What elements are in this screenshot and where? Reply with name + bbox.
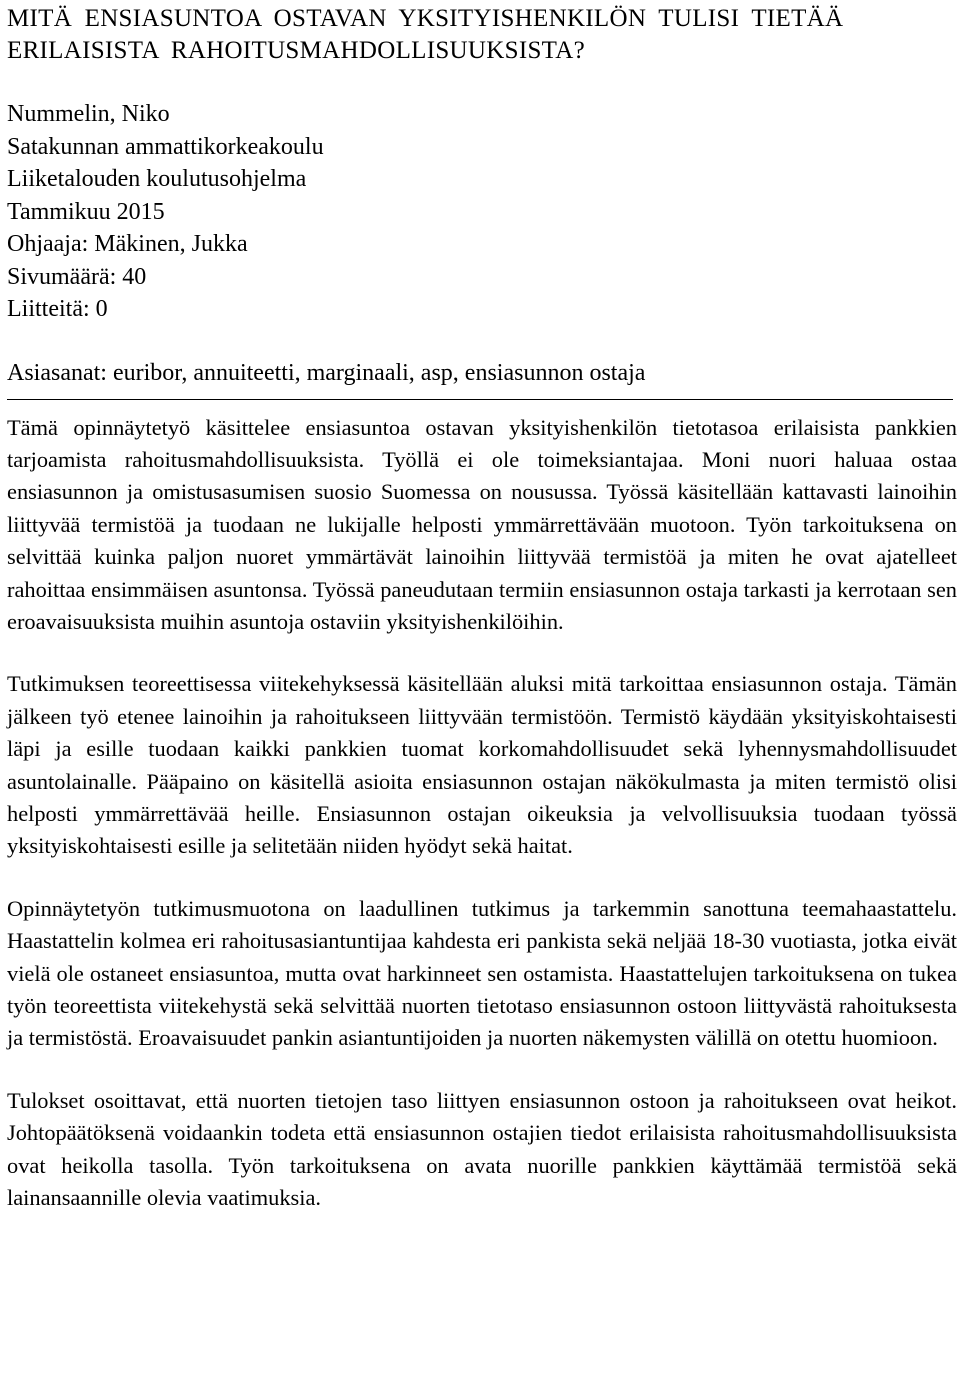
abstract-paragraph-3: Opinnäytetyön tutkimusmuotona on laadullinen tutkimus ja tarkemmin sanottuna teemahaastattelu. Haastattelin kolmea eri rahoitusasiantuntijaa kahdesta eri pankista sekä neljää 18-30 vuotiasta, jotka eivät vielä ole ostaneet ensiasuntoa, mutta ovat harkinneet sen ostamista. Haastattelujen tarkoituksena on tukea työn teoreettista viitekehystä sekä selvittää nuorten tietotaso ensiasunnon ostoon liittyvästä rahoituksesta ja termistöstä. Eroavaisuudet pankin asiantuntijoiden ja nuorten näkemysten välillä on otettu huomioon.	[7, 895, 957, 1051]
abstract-paragraph-1: Tämä opinnäytetyö käsittelee ensiasuntoa ostavan yksityishenkilön tietotasoa erilaisista pankkien tarjoamista rahoitusmahdollisuuksista. Työllä ei ole toimeksiantajaa. Moni nuori haluaa ostaa ensiasunnon ja omistusasumisen suosio Suomessa on nousussa. Työssä käsitellään kattavasti lainoihin liittyvää termistöä ja tuodaan ne lukijalle helposti ymmärrettävään muotoon. Työn tarkoituksena on selvittää kuinka paljon nuoret ymmärtävät lainoihin liittyvää termistöä ja miten he ovat ajatelleet rahoittaa ensimmäisen asuntonsa. Työssä paneudutaan termiin ensiasunnon ostaja tarkasti ja kerrotaan sen eroavaisuuksista muihin asuntoja ostaviin yksityishenkilöihin.	[7, 414, 957, 634]
publication-date: Tammikuu 2015	[7, 198, 165, 225]
appendix-count: Liitteitä: 0	[7, 296, 108, 322]
abstract-paragraph-2: Tutkimuksen teoreettisessa viitekehyksessä käsitellään aluksi mitä tarkoittaa ensiasunnon ostaja. Tämän jälkeen työ etenee lainoihin ja rahoitukseen liittyvään termistöön. Termistö käydään yksityiskohtaisesti läpi ja esille tuodaan kaikki pankkien tuomat korkomahdollisuudet sekä lyhennysmahdollisuudet asuntolainalle. Pääpaino on käsitellä asioita ensiasunnon ostajan näkökulmasta ja miten termistö olisi helposti ymmärrettävää heille. Ensiasunnon ostajan oikeuksia ja velvollisuuksia tuodaan työssä yksityiskohtaisesti esille ja selitetään niiden hyödyt sekä haitat.	[7, 671, 957, 859]
metadata-block	[7, 98, 957, 326]
abstract	[7, 412, 957, 1215]
keywords: Asiasanat: euribor, annuiteetti, marginaali, asp, ensiasunnon ostaja	[7, 359, 646, 386]
page-count: Sivumäärä: 40	[7, 263, 147, 290]
author-name: Nummelin, Niko	[7, 101, 170, 127]
document-page	[7, 0, 957, 1214]
document-title: MITÄ ENSIASUNTOA OSTAVAN YKSITYISHENKILÖN TULISI TIETÄÄ ERILAISISTA RAHOITUSMAHDOLLISUUKSISTA?	[7, 5, 844, 64]
degree-programme: Liiketalouden koulutusohjelma	[7, 166, 307, 192]
school-name: Satakunnan ammattikorkeakoulu	[7, 133, 324, 160]
supervisor: Ohjaaja: Mäkinen, Jukka	[7, 231, 248, 257]
abstract-paragraph-4: Tulokset osoittavat, että nuorten tietojen taso liittyen ensiasunnon ostoon ja rahoitukseen ovat heikot. Johtopäätöksenä voidaankin todeta että ensiasunnon ostajien tiedot erilaisista rahoitusmahdollisuuksista ovat heikolla tasolla. Työn tarkoituksena on avata nuorille pankkien käyttämää termistöä sekä lainansaannille olevia vaatimuksia.	[7, 1087, 957, 1211]
horizontal-divider	[7, 399, 953, 400]
